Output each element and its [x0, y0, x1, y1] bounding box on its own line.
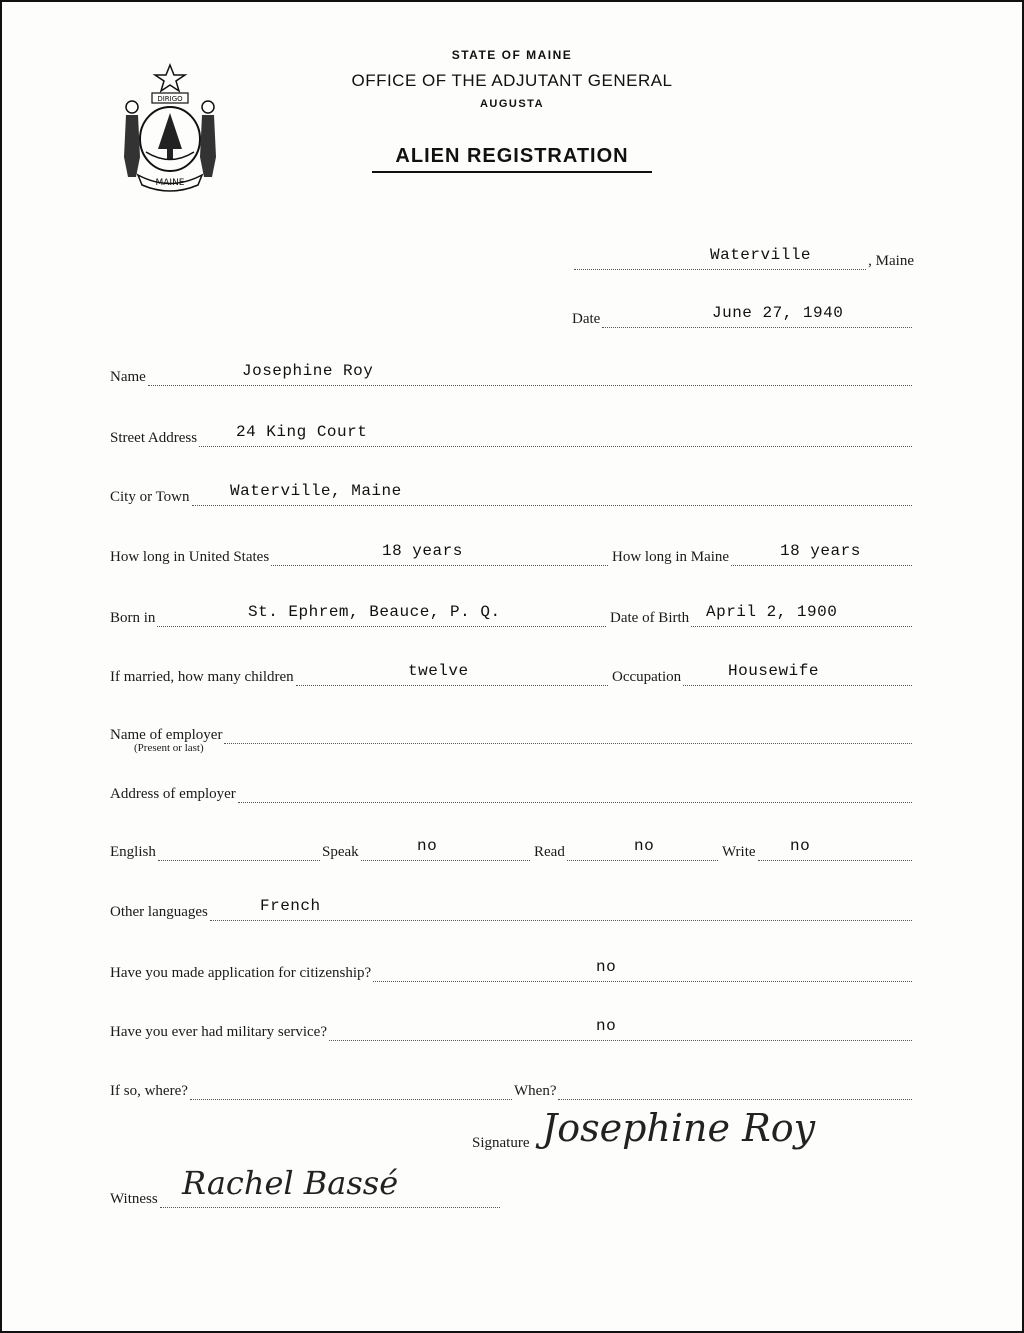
occupation-value: Housewife: [728, 662, 819, 680]
date-of-birth-field[interactable]: [610, 605, 914, 627]
header-state: STATE OF MAINE: [451, 48, 573, 62]
header-city: AUGUSTA: [479, 98, 545, 110]
children-field[interactable]: [110, 664, 610, 686]
read-value: no: [634, 837, 655, 855]
speak-value: no: [417, 837, 438, 855]
employer-name-field[interactable]: [110, 722, 914, 744]
when-label: When?: [514, 1083, 557, 1099]
name-field[interactable]: [110, 364, 914, 386]
born-in-label: Born in: [110, 610, 156, 626]
date-value: June 27, 1940: [712, 304, 844, 322]
other-languages-value: French: [260, 897, 321, 915]
city-value: Waterville, Maine: [230, 482, 402, 500]
how-long-us-field[interactable]: [110, 544, 610, 566]
when-field[interactable]: [514, 1078, 914, 1100]
how-long-us-value: 18 years: [382, 542, 463, 560]
signature-handwriting: Josephine Roy: [542, 1106, 816, 1150]
place-suffix: , Maine: [868, 253, 914, 269]
write-label: Write: [722, 844, 756, 860]
title-underline: [372, 171, 652, 173]
employer-address-field[interactable]: [110, 781, 914, 803]
citizenship-value: no: [596, 958, 617, 976]
speak-label: Speak: [322, 844, 359, 860]
where-label: If so, where?: [110, 1083, 188, 1099]
citizenship-label: Have you made application for citizenship?: [110, 965, 372, 981]
date-label: Date: [572, 311, 601, 327]
signature-label: Signature: [472, 1135, 530, 1151]
employer-name-label: Name of employer: [110, 727, 223, 743]
date-of-birth-value: April 2, 1900: [706, 603, 838, 621]
occupation-label: Occupation: [612, 669, 682, 685]
born-in-field[interactable]: [110, 605, 608, 627]
military-field[interactable]: [110, 1019, 914, 1041]
seal-motto: DIRIGO: [157, 95, 183, 103]
date-field[interactable]: [572, 306, 914, 328]
how-long-us-label: How long in United States: [110, 549, 270, 565]
street-value: 24 King Court: [236, 423, 368, 441]
military-label: Have you ever had military service?: [110, 1024, 327, 1040]
name-value: Josephine Roy: [242, 362, 374, 380]
employer-address-label: Address of employer: [110, 786, 236, 802]
english-field: [110, 839, 322, 861]
speak-field[interactable]: [322, 839, 532, 861]
children-value: twelve: [408, 662, 469, 680]
other-languages-field[interactable]: [110, 899, 914, 921]
where-field[interactable]: [110, 1078, 514, 1100]
city-field[interactable]: [110, 484, 914, 506]
read-label: Read: [534, 844, 565, 860]
citizenship-field[interactable]: [110, 960, 914, 982]
how-long-maine-value: 18 years: [780, 542, 861, 560]
english-label: English: [110, 844, 156, 860]
other-languages-label: Other languages: [110, 904, 208, 920]
occupation-field[interactable]: [612, 664, 914, 686]
form-title: ALIEN REGISTRATION: [395, 145, 629, 167]
witness-label: Witness: [110, 1191, 158, 1207]
employer-sublabel: (Present or last): [134, 742, 204, 754]
write-field[interactable]: [722, 839, 914, 861]
name-label: Name: [110, 369, 146, 385]
children-label: If married, how many children: [110, 669, 294, 685]
how-long-maine-field[interactable]: [612, 544, 914, 566]
city-label: City or Town: [110, 489, 190, 505]
write-value: no: [790, 837, 811, 855]
witness-handwriting: Rachel Bassé: [182, 1164, 399, 1202]
read-field[interactable]: [534, 839, 720, 861]
date-of-birth-label: Date of Birth: [610, 610, 690, 626]
military-value: no: [596, 1017, 617, 1035]
place-value: Waterville: [710, 246, 812, 264]
header-office: OFFICE OF THE ADJUTANT GENERAL: [351, 71, 673, 90]
street-label: Street Address: [110, 430, 198, 446]
street-field[interactable]: [110, 425, 914, 447]
born-in-value: St. Ephrem, Beauce, P. Q.: [248, 603, 501, 621]
place-field[interactable]: [572, 248, 914, 270]
how-long-maine-label: How long in Maine: [612, 549, 730, 565]
seal-banner: MAINE: [155, 178, 185, 188]
state-seal-icon: [110, 57, 230, 192]
